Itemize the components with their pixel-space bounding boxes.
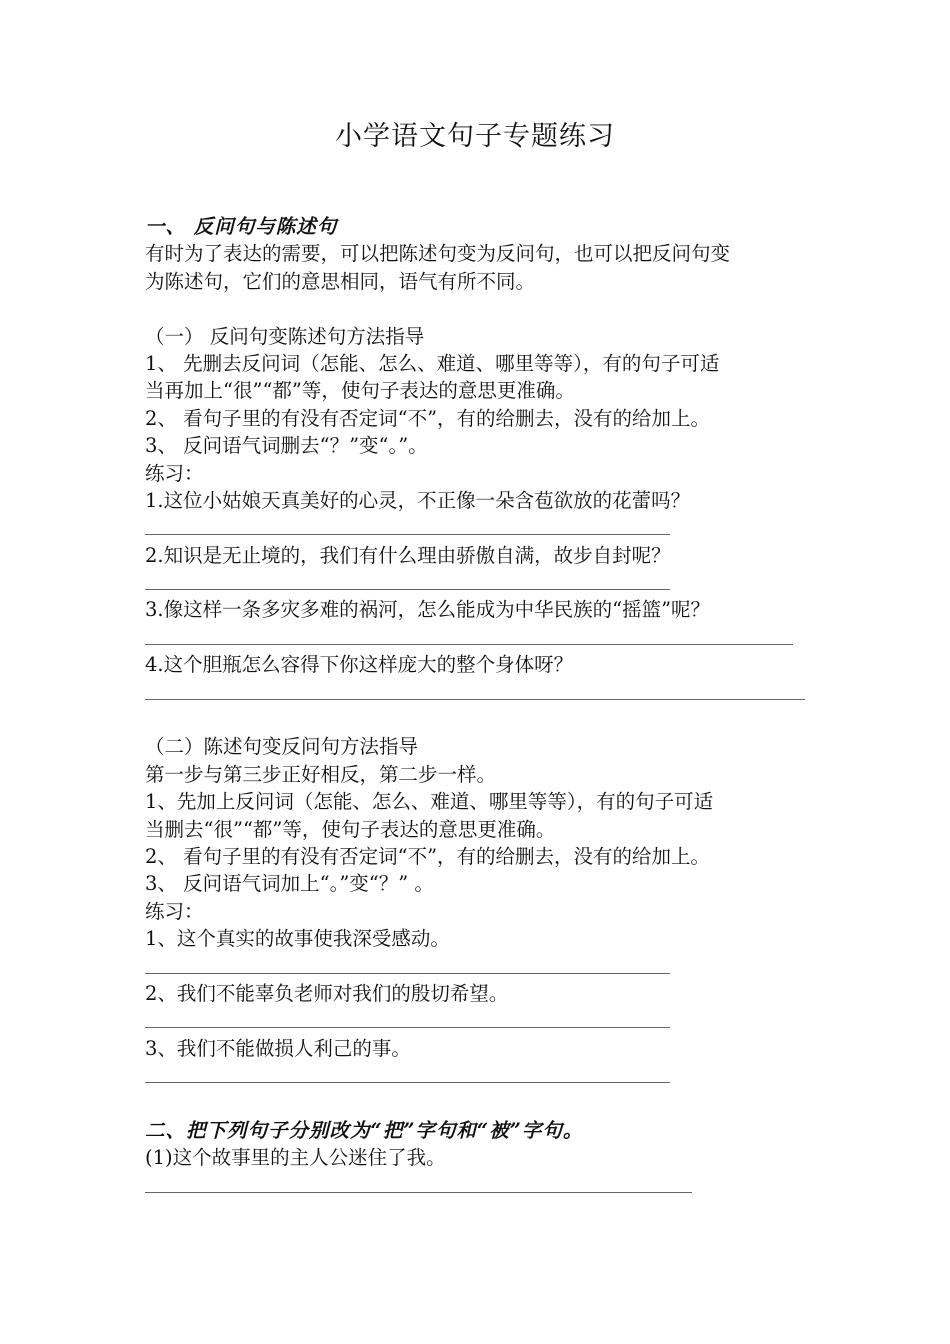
part-2-exercise-3: 3、我们不能做损人利己的事。 xyxy=(145,1036,411,1060)
page-title: 小学语文句子专题练习 xyxy=(335,121,615,152)
part-1-exercise-2: 2.知识是无止境的，我们有什么理由骄傲自满，故步自封呢？ xyxy=(145,543,671,567)
section-1-intro-line-2: 为陈述句，它们的意思相同，语气有所不同。 xyxy=(145,269,536,293)
answer-underline xyxy=(145,1082,670,1083)
part-2-step-1: 1、先加上反问词（怎能、怎么、难道、哪里等等），有的句子可适 xyxy=(145,790,714,814)
spacer xyxy=(145,1090,825,1117)
answer-line[interactable] xyxy=(145,569,825,596)
part-1-step-3: 3、 反问语气词删去“？”变“。”。 xyxy=(145,434,428,458)
part-1-exercise-3: 3.像这样一条多灾多难的祸河，怎么能成为中华民族的“摇篮”呢？ xyxy=(145,598,711,622)
section-2-exercise-1: (1)这个故事里的主人公迷住了我。 xyxy=(145,1146,446,1170)
section-2-heading: 二、把下列句子分别改为“把”字句和“被”字句。 xyxy=(145,1118,584,1142)
document-body xyxy=(145,213,825,1199)
part-2-step-2: 2、 看句子里的有没有否定词“不”，有的给删去，没有的给加上。 xyxy=(145,844,711,868)
part-1-step-1-cont: 当再加上“很”“都”等，使句子表达的意思更准确。 xyxy=(145,379,575,403)
answer-underline xyxy=(145,534,670,535)
answer-underline xyxy=(145,973,670,974)
spacer xyxy=(145,295,825,322)
answer-line[interactable] xyxy=(145,1007,825,1034)
part-2-step-3: 3、 反问语气词加上“。”变“？” 。 xyxy=(145,872,434,896)
part-2-step-1-cont: 当删去“很”“都”等，使句子表达的意思更准确。 xyxy=(145,817,556,841)
part-1-step-2: 2、 看句子里的有没有否定词“不”，有的给删去，没有的给加上。 xyxy=(145,406,711,430)
answer-line[interactable] xyxy=(145,1172,825,1199)
part-2-exercise-1: 1、这个真实的故事使我深受感动。 xyxy=(145,927,450,951)
answer-underline xyxy=(145,644,793,645)
part-2-exercise-2: 2、我们不能辜负老师对我们的殷切希望。 xyxy=(145,981,509,1005)
part-1-exercise-1: 1.这位小姑娘天真美好的心灵，不正像一朵含苞欲放的花蕾吗？ xyxy=(145,488,691,512)
answer-underline xyxy=(145,699,805,700)
part-1-exercise-4: 4.这个胆瓶怎么容得下你这样庞大的整个身体呀？ xyxy=(145,653,574,677)
part-1-heading: （一） 反问句变陈述句方法指导 xyxy=(145,324,425,348)
part-2-practice-label: 练习： xyxy=(145,899,204,923)
section-1-intro-line-1: 有时为了表达的需要，可以把陈述句变为反问句，也可以把反问句变 xyxy=(145,242,731,266)
answer-line[interactable] xyxy=(145,953,825,980)
answer-line[interactable] xyxy=(145,1062,825,1089)
answer-underline xyxy=(145,589,670,590)
part-1-step-1: 1、 先删去反问词（怎能、怎么、难道、哪里等等），有的句子可适 xyxy=(145,351,720,375)
section-1-heading: 一、 反问句与陈述句 xyxy=(145,215,338,238)
answer-line[interactable] xyxy=(145,679,825,706)
part-2-heading: （二）陈述句变反问句方法指导 xyxy=(145,735,419,759)
spacer xyxy=(145,706,825,733)
answer-line[interactable] xyxy=(145,514,825,541)
answer-underline xyxy=(145,1027,670,1028)
part-1-practice-label: 练习： xyxy=(145,461,204,485)
part-2-step-intro: 第一步与第三步正好相反，第二步一样。 xyxy=(145,762,497,786)
answer-line[interactable] xyxy=(145,624,825,651)
answer-underline xyxy=(145,1192,692,1193)
